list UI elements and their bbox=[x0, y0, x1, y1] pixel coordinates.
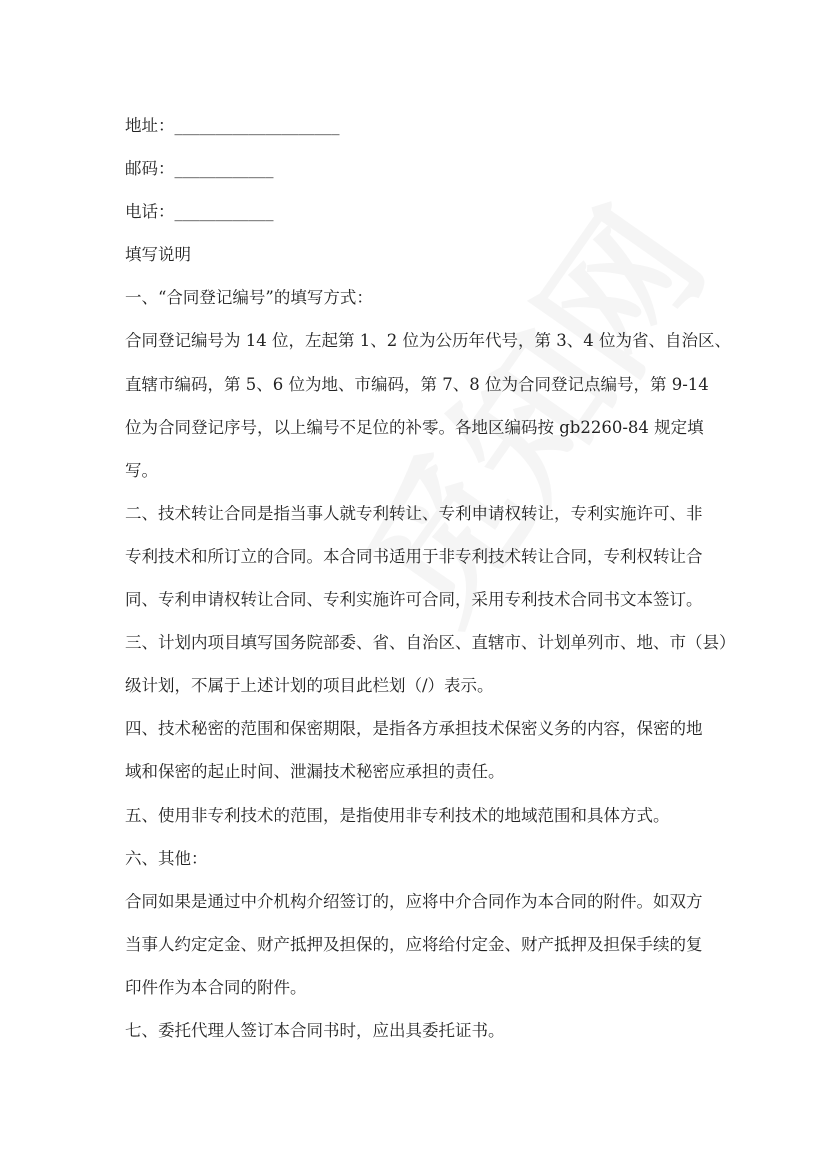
text-line: 二、技术转让合同是指当事人就专利转让、专利申请权转让，专利实施许可、非 bbox=[125, 503, 703, 523]
field-blank: ____________________ bbox=[174, 116, 340, 135]
text-line: 印件作为本合同的附件。 bbox=[125, 977, 307, 997]
text-line: 一、“合同登记编号”的填写方式： bbox=[125, 288, 373, 308]
text-line: 七、委托代理人签订本合同书时，应出具委托证书。 bbox=[125, 1020, 505, 1040]
field-label: 地址： bbox=[125, 116, 175, 135]
field-label: 电话： bbox=[125, 202, 175, 222]
section-title: 填写说明 bbox=[125, 245, 191, 265]
text-line: 五、使用非专利技术的范围，是指使用非专利技术的地域范围和具体方式。 bbox=[125, 805, 670, 825]
phone-field bbox=[125, 190, 725, 233]
text-line: 直辖市编码，第 5、6 位为地、市编码，第 7、8 位为合同登记点编号，第 9-14 bbox=[125, 374, 709, 394]
text-line: 写。 bbox=[125, 460, 158, 480]
postcode-field bbox=[125, 147, 725, 190]
text-line: 位为合同登记序号，以上编号不足位的补零。各地区编码按 gb2260-84 规定填 bbox=[125, 417, 704, 437]
field-label: 邮码： bbox=[125, 159, 175, 179]
text-line: 合同登记编号为 14 位，左起第 1、2 位为公历年代号，第 3、4 位为省、自治区、 bbox=[125, 331, 731, 351]
field-blank: ____________ bbox=[174, 202, 274, 222]
text-line: 同、专利申请权转让合同、专利实施许可合同，采用专利技术合同书文本签订。 bbox=[125, 590, 703, 610]
address-field bbox=[125, 104, 725, 147]
field-blank: ____________ bbox=[174, 159, 274, 179]
document-page bbox=[125, 104, 736, 1052]
text-line: 合同如果是通过中介机构介绍签订的，应将中介合同作为本合同的附件。如双方 bbox=[125, 891, 703, 911]
text-line: 域和保密的起止时间、泄漏技术秘密应承担的责任。 bbox=[125, 762, 505, 782]
text-line: 级计划，不属于上述计划的项目此栏划（/）表示。 bbox=[125, 676, 494, 696]
text-line: 四、技术秘密的范围和保密期限，是指各方承担技术保密义务的内容，保密的地 bbox=[125, 719, 703, 739]
text-line: 三、计划内项目填写国务院部委、省、自治区、直辖市、计划单列市、地、市（县） bbox=[125, 633, 736, 653]
text-line: 六、其他： bbox=[125, 848, 208, 868]
text-line: 当事人约定定金、财产抵押及担保的，应将给付定金、财产抵押及担保手续的复 bbox=[125, 934, 703, 954]
text-line: 专利技术和所订立的合同。本合同书适用于非专利技术转让合同，专利权转让合 bbox=[125, 546, 703, 566]
